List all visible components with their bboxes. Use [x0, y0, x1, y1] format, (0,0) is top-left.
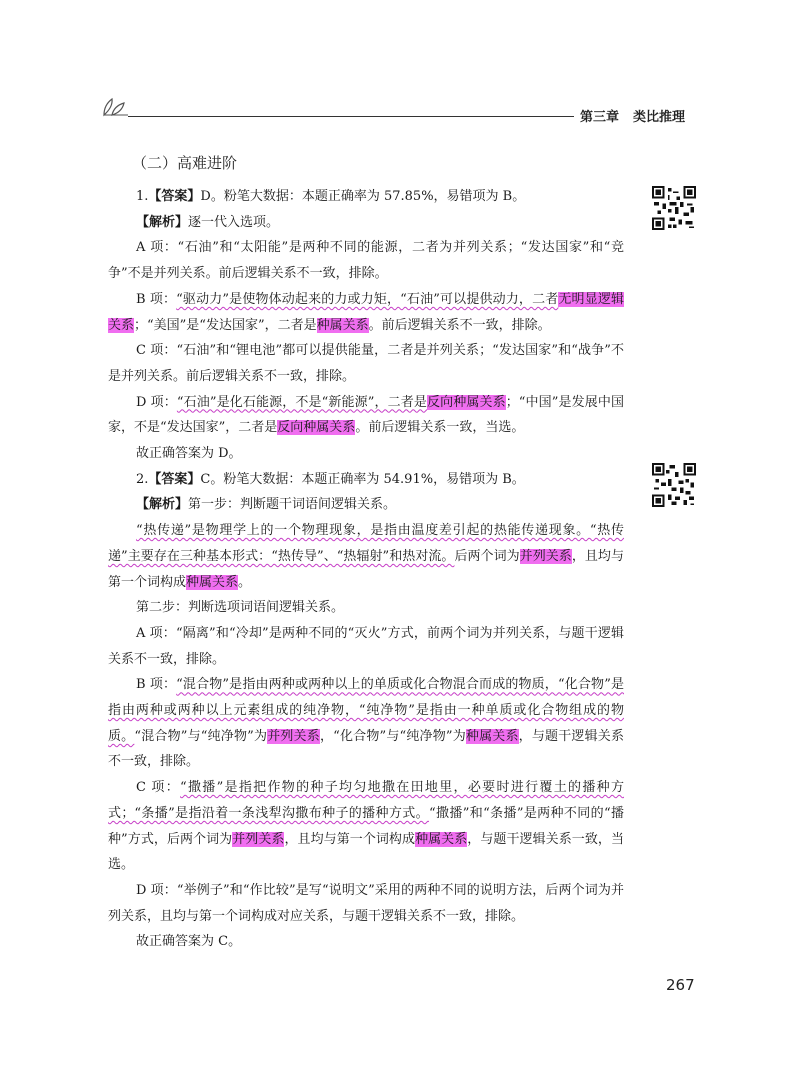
q1-option-d: D 项：“石油”是化石能源，不是“新能源”，二者是反向种属关系；“中国”是发展中国家，不是“发达国家”，二者是反向种属关系。前后逻辑关系一致，当选。: [108, 394, 624, 436]
q1-answer-line: 1.【答案】D。粉笔大数据：本题正确率为 57.85%，易错项为 B。: [136, 189, 526, 204]
q2-option-a: A 项：“隔离”和“冷却”是两种不同的“灭火”方式，前两个词为并列关系，与题干逻辑关系不一致，排除。: [108, 625, 624, 667]
q1-option-c: C 项：“石油”和“锂电池”都可以提供能量，二者是并列关系；“发达国家”和“战争”不是并列关系。前后逻辑关系不一致，排除。: [108, 343, 624, 384]
q1-analysis-line: 【解析】逐一代入选项。: [136, 214, 280, 230]
highlight: 种属关系: [186, 574, 239, 590]
q2-answer-line: 2.【答案】C。粉笔大数据：本题正确率为 54.91%，易错项为 B。: [136, 471, 525, 487]
qr-code-icon: [652, 463, 696, 507]
q1-conclusion: 故正确答案为 D。: [136, 446, 242, 462]
qr-code-icon: [652, 186, 696, 230]
highlight: 反向种属关系: [277, 420, 356, 436]
analysis-tag: 【解析】: [136, 214, 189, 230]
answer-tag: 【答案】: [148, 189, 201, 204]
analysis-tag: 【解析】: [136, 497, 189, 513]
q2-conclusion: 故正确答案为 C。: [136, 934, 242, 950]
highlight: 并列关系: [519, 548, 572, 564]
page-number: 267: [666, 976, 695, 994]
highlight: 种属关系: [415, 831, 468, 847]
highlight: 并列关系: [267, 728, 320, 744]
chapter-label: 第三章: [580, 110, 620, 125]
q2-analysis-line: 【解析】第一步：判断题干词语间逻辑关系。: [136, 497, 397, 513]
q2-option-d: D 项：“举例子”和“作比较”是写“说明文”采用的两种不同的说明方法，后两个词为并列关系，且均与第一个词构成对应关系，与题干逻辑关系不一致，排除。: [108, 882, 624, 924]
q2-option-b: B 项：“混合物”是指由两种或两种以上的单质或化合物混合而成的物质，“化合物”是指由两种或两种以上元素组成的纯净物，“纯净物”是指由一种单质或化合物组成的物质。“混合物”与“纯净物”为并列关系，“化合物”与“纯净物”为种属关系，与题干逻辑关系不一致，排除。: [108, 677, 624, 770]
running-header: [580, 106, 685, 125]
q1-option-b: B 项：“驱动力”是使物体动起来的力或力矩，“石油”可以提供动力，二者无明显逻辑关系；“美国”是“发达国家”，二者是种属关系。前后逻辑关系不一致，排除。: [108, 291, 624, 333]
header-rule: [128, 116, 574, 117]
q1-option-a: A 项：“石油”和“太阳能”是两种不同的能源，二者为并列关系；“发达国家”和“竞争”不是并列关系。前后逻辑关系不一致，排除。: [108, 240, 624, 282]
chapter-title: 类比推理: [633, 110, 686, 125]
highlight: 种属关系: [316, 317, 369, 333]
section-title: （二）高难进阶: [132, 154, 238, 172]
q2-option-c: C 项：“撒播”是指把作物的种子均匀地撒在田地里，必要时进行覆土的播种方式；“条播”是指沿着一条浅犁沟撒布种子的播种方式。“撒播”和“条播”是两种不同的“播种”方式，后两个词为并列关系，且均与第一个词构成种属关系，与题干逻辑关系一致，当选。: [108, 780, 625, 873]
highlight: 并列关系: [232, 831, 285, 847]
answer-tag: 【答案】: [148, 471, 201, 487]
highlight: 种属关系: [465, 728, 519, 744]
highlight: 反向种属关系: [427, 394, 506, 410]
q2-step1-text: “热传递”是物理学上的一个物理现象，是指由温度差引起的热能传递现象。“热传递”主要存在三种基本形式：“热传导”、“热辐射”和热对流。后两个词为并列关系，且均与第一个词构成种属关系。: [108, 523, 624, 590]
q2-step2: 第二步：判断选项词语间逻辑关系。: [136, 600, 345, 616]
highlight: 无明显逻辑关系: [108, 291, 624, 333]
leaf-ornament-icon: [100, 95, 130, 117]
answer-analysis-content: [108, 184, 624, 955]
